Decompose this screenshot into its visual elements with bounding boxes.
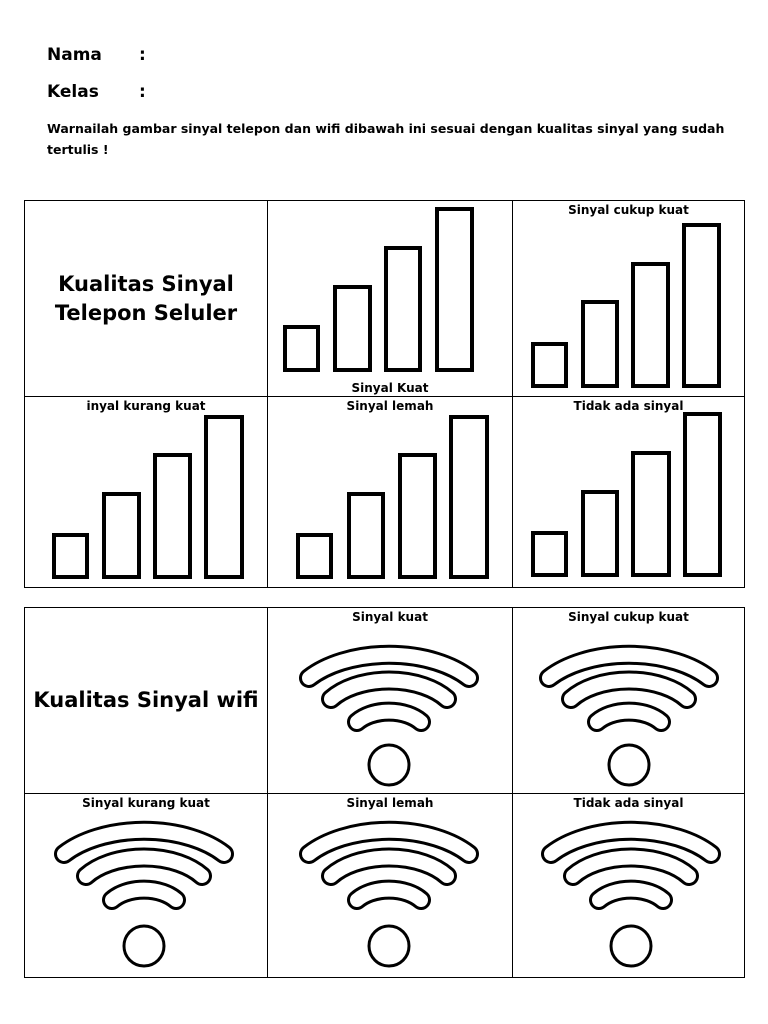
wifi-signal-icon	[513, 794, 745, 978]
wifi-signal-icon	[25, 794, 268, 978]
wifi-cell-weak-ish	[25, 794, 268, 978]
phone-title-line2: Telepon Seluler	[54, 301, 238, 325]
name-field	[47, 45, 146, 65]
phone-cell-weak-ish	[25, 397, 268, 588]
cellular-signal-bars-icon	[513, 397, 745, 588]
name-colon: :	[139, 45, 146, 65]
wifi-cell-strong	[268, 608, 513, 794]
wifi-cell-fairly-strong-label: Sinyal cukup kuat	[568, 610, 689, 624]
phone-cell-weak-label: Sinyal lemah	[346, 399, 434, 413]
phone-cell-strong-label: Sinyal Kuat	[351, 381, 429, 395]
class-field	[47, 82, 146, 102]
phone-signal-table	[24, 200, 745, 588]
wifi-cell-weak-ish-label: Sinyal kurang kuat	[82, 796, 210, 810]
phone-cell-fairly-strong	[513, 201, 745, 397]
phone-cell-fairly-strong-label: Sinyal cukup kuat	[568, 203, 689, 217]
phone-cell-none	[513, 397, 745, 588]
phone-cell-weak-ish-label: inyal kurang kuat	[86, 399, 206, 413]
wifi-cell-weak-label: Sinyal lemah	[346, 796, 434, 810]
cellular-signal-bars-icon	[513, 201, 745, 397]
phone-title-line1: Kualitas Sinyal	[58, 272, 234, 296]
phone-cell-weak	[268, 397, 513, 588]
wifi-cell-none	[513, 794, 745, 978]
name-label: Nama	[47, 45, 102, 65]
cellular-signal-bars-icon	[25, 397, 268, 588]
phone-title-cell	[25, 201, 268, 397]
phone-cell-strong	[268, 201, 513, 397]
wifi-cell-fairly-strong	[513, 608, 745, 794]
class-label: Kelas	[47, 82, 99, 102]
wifi-title: Kualitas Sinyal wifi	[33, 688, 259, 712]
instruction-text: Warnailah gambar sinyal telepon dan wifi dibawah ini sesuai dengan kualitas sinyal yang sudah tertulis !	[47, 121, 725, 157]
class-colon: :	[139, 82, 146, 102]
wifi-signal-icon	[513, 608, 745, 794]
wifi-title-cell	[25, 608, 268, 794]
wifi-cell-none-label: Tidak ada sinyal	[573, 796, 684, 810]
wifi-cell-weak	[268, 794, 513, 978]
wifi-signal-icon	[268, 794, 513, 978]
cellular-signal-bars-icon	[268, 397, 513, 588]
wifi-signal-table	[24, 607, 745, 978]
cellular-signal-bars-icon	[268, 201, 513, 397]
phone-cell-none-label: Tidak ada sinyal	[573, 399, 684, 413]
wifi-cell-strong-label: Sinyal kuat	[352, 610, 428, 624]
wifi-signal-icon	[268, 608, 513, 794]
